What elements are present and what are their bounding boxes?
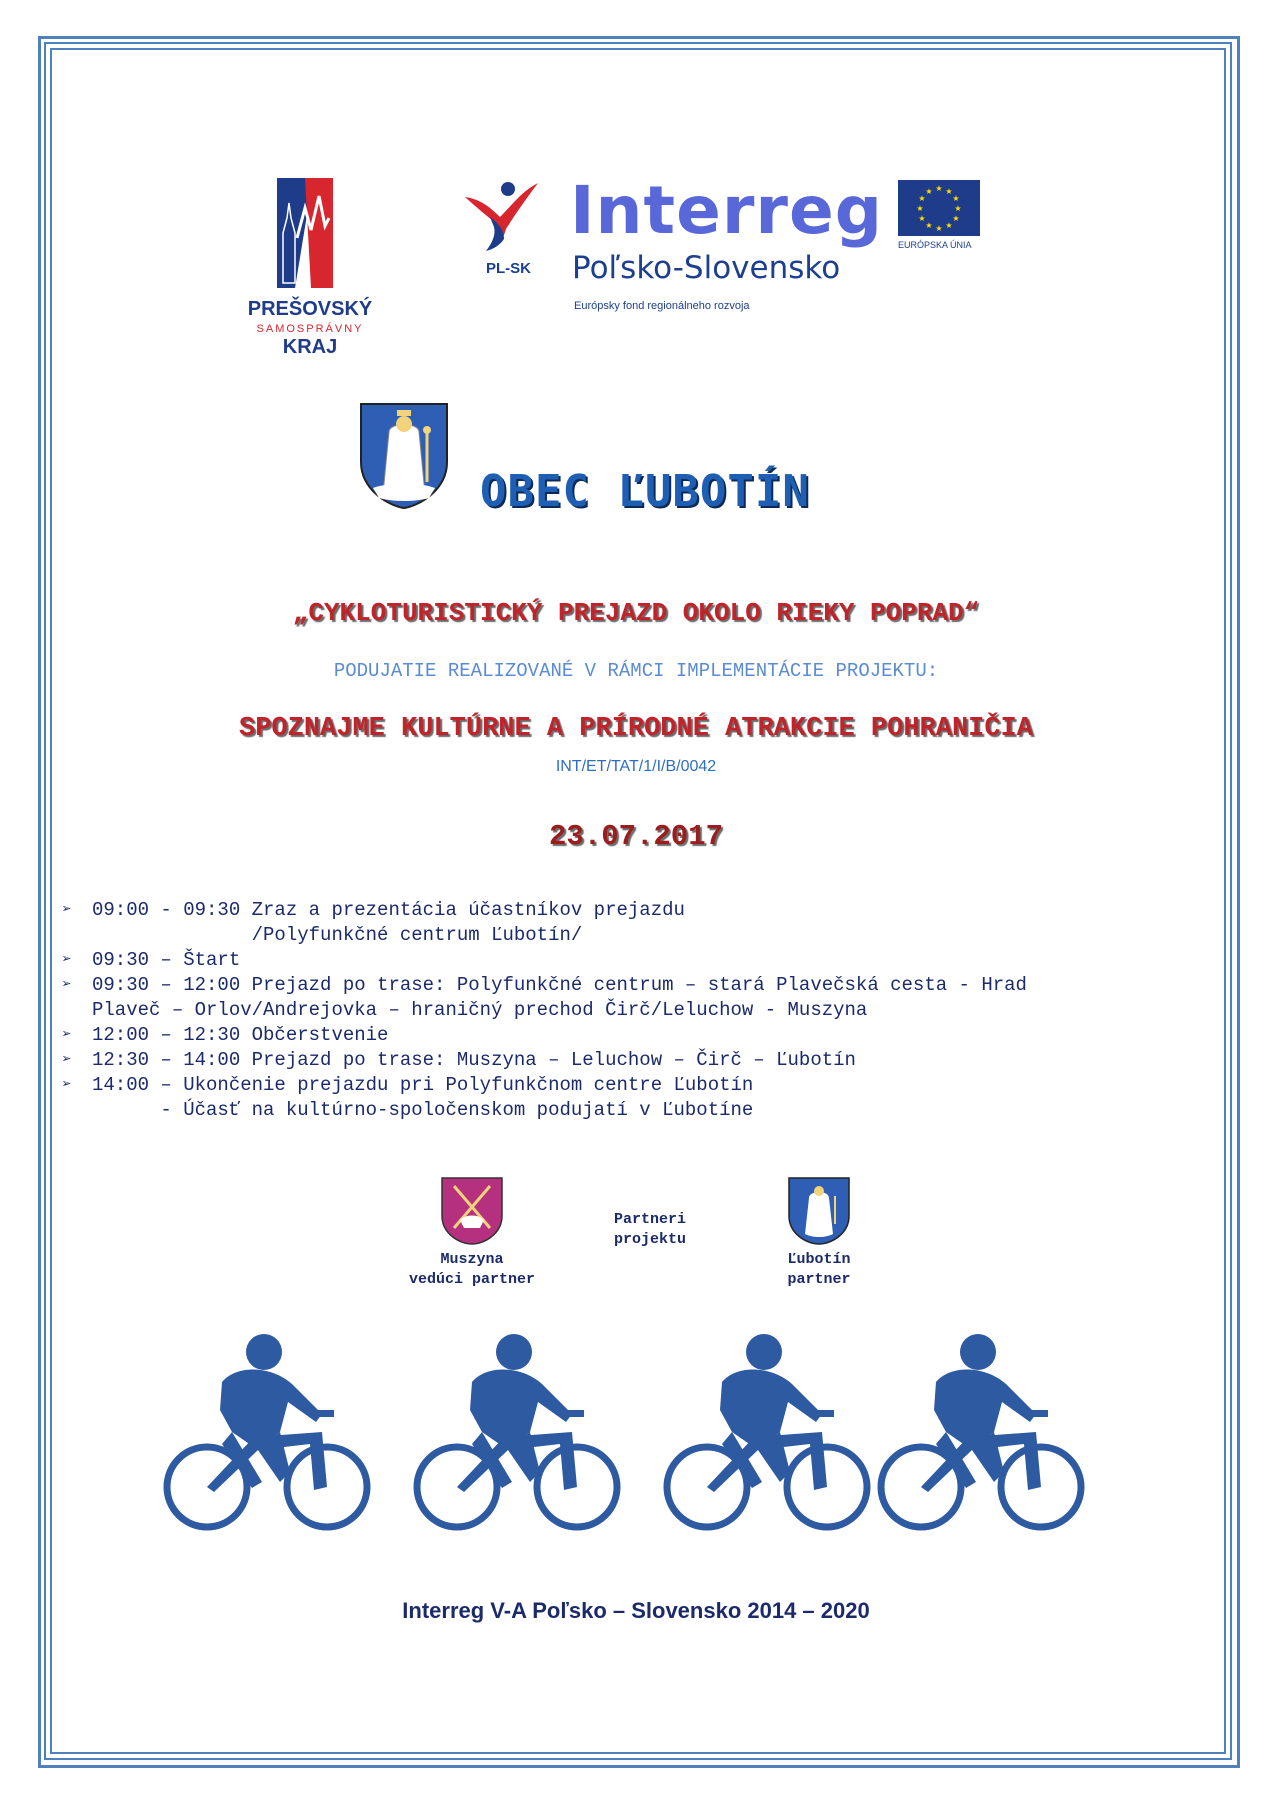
psk-line3: KRAJ: [282, 336, 338, 358]
schedule-item: [62, 1023, 1212, 1048]
footer-program: Interreg V-A Poľsko – Slovensko 2014 – 2020: [402, 1598, 870, 1623]
partner-right-role: partner: [787, 1271, 851, 1288]
schedule-continuation: [62, 998, 1212, 1023]
municipality-title: OBEC ĽUBOTÍN: [480, 466, 810, 517]
interreg-fund-caption: Európsky fond regionálneho rozvoja: [574, 300, 750, 312]
arrow-bullet-icon: ➢: [62, 1076, 72, 1094]
schedule-item: [62, 1073, 1212, 1098]
muszyna-crest-icon: [440, 1176, 504, 1246]
schedule-continuation: [62, 923, 1212, 948]
schedule-line: /Polyfunkčné centrum Ľubotín/: [92, 924, 583, 946]
event-subtitle: PODUJATIE REALIZOVANÉ V RÁMCI IMPLEMENTÁCIE PROJEKTU:: [333, 660, 939, 682]
psk-line1: PREŠOVSKÝ: [247, 298, 373, 320]
partners-label-line2: projektu: [613, 1231, 686, 1248]
event-date: 23.07.2017: [548, 820, 724, 853]
schedule-item: [62, 973, 1212, 998]
partners-label-line1: Partneri: [613, 1211, 686, 1228]
schedule-line: 09:30 – 12:00 Prejazd po trase: Polyfunkčné centrum – stará Plavečská cesta - Hrad: [92, 974, 1027, 996]
svg-text:★: ★: [952, 194, 960, 203]
arrow-bullet-icon: ➢: [62, 1026, 72, 1044]
arrow-bullet-icon: ➢: [62, 1051, 72, 1069]
presovsky-kraj-logo: [225, 178, 395, 358]
muszyna-coat-of-arms: [440, 1176, 504, 1246]
psk-line2: SAMOSPRÁVNY: [256, 323, 364, 335]
arrow-bullet-icon: ➢: [62, 901, 72, 919]
arrow-bullet-icon: ➢: [62, 976, 72, 994]
svg-text:★: ★: [945, 187, 953, 196]
partner-left-name: Muszyna: [440, 1251, 504, 1268]
eu-flag-icon: [898, 180, 980, 236]
svg-text:★: ★: [935, 224, 943, 233]
schedule-item: [62, 948, 1212, 973]
plsk-emblem-icon: [460, 177, 540, 257]
schedule-continuation: [62, 1098, 1212, 1123]
schedule-line: 12:00 – 12:30 Občerstvenie: [92, 1024, 389, 1046]
interreg-country: Poľsko-Slovensko: [572, 250, 841, 286]
schedule-line: - Účasť na kultúrno-spoločenskom podujatí v Ľubotíne: [92, 1099, 754, 1121]
interreg-wordmark: Interreg: [570, 172, 883, 249]
svg-text:★: ★: [918, 194, 926, 203]
event-title: „CYKLOTURISTICKÝ PREJAZD OKOLO RIEKY POPRAD“: [292, 598, 980, 628]
cyclist-silhouette-icon: [876, 1332, 1086, 1537]
schedule-line: Plaveč – Orlov/Andrejovka – hraničný prechod Čirč/Leluchow - Muszyna: [92, 999, 868, 1021]
lubotin-coat-of-arms: [359, 402, 449, 510]
schedule-item: [62, 1048, 1212, 1073]
cyclist-silhouette-icon: [162, 1332, 372, 1537]
project-name: SPOZNAJME KULTÚRNE A PRÍRODNÉ ATRAKCIE POHRANIČIA: [239, 714, 1033, 744]
project-code: INT/ET/TAT/1/I/B/0042: [555, 758, 717, 775]
eu-logo: [898, 180, 988, 260]
svg-text:★: ★: [925, 221, 933, 230]
schedule-line: 12:30 – 14:00 Prejazd po trase: Muszyna – Leluchow – Čirč – Ľubotín: [92, 1049, 856, 1071]
cyclist-silhouette-icon: [662, 1332, 872, 1537]
lubotin-crest-icon: [787, 1176, 851, 1246]
eu-caption: EURÓPSKA ÚNIA: [898, 240, 972, 250]
svg-text:★: ★: [952, 214, 960, 223]
partner-left-role: vedúci partner: [408, 1271, 536, 1288]
plsk-label: PL-SK: [486, 260, 531, 277]
svg-text:★: ★: [925, 187, 933, 196]
schedule-line: 14:00 – Ukončenie prejazdu pri Polyfunkčnom centre Ľubotín: [92, 1074, 754, 1096]
cyclist-silhouette-icon: [412, 1332, 622, 1537]
schedule-list: [62, 898, 1212, 1123]
svg-text:★: ★: [935, 184, 943, 193]
schedule-line: 09:30 – Štart: [92, 949, 241, 971]
lubotin-partner-coat-of-arms: [787, 1176, 851, 1246]
presovsky-kraj-emblem-icon: [225, 178, 395, 298]
partner-right-name: Ľubotín: [787, 1251, 851, 1268]
schedule-line: 09:00 - 09:30 Zraz a prezentácia účastníkov prejazdu: [92, 899, 685, 921]
svg-text:★: ★: [916, 204, 924, 213]
schedule-item: [62, 898, 1212, 923]
svg-text:★: ★: [954, 204, 962, 213]
svg-text:★: ★: [918, 214, 926, 223]
arrow-bullet-icon: ➢: [62, 951, 72, 969]
svg-text:★: ★: [945, 221, 953, 230]
coat-of-arms-icon: [359, 402, 449, 510]
